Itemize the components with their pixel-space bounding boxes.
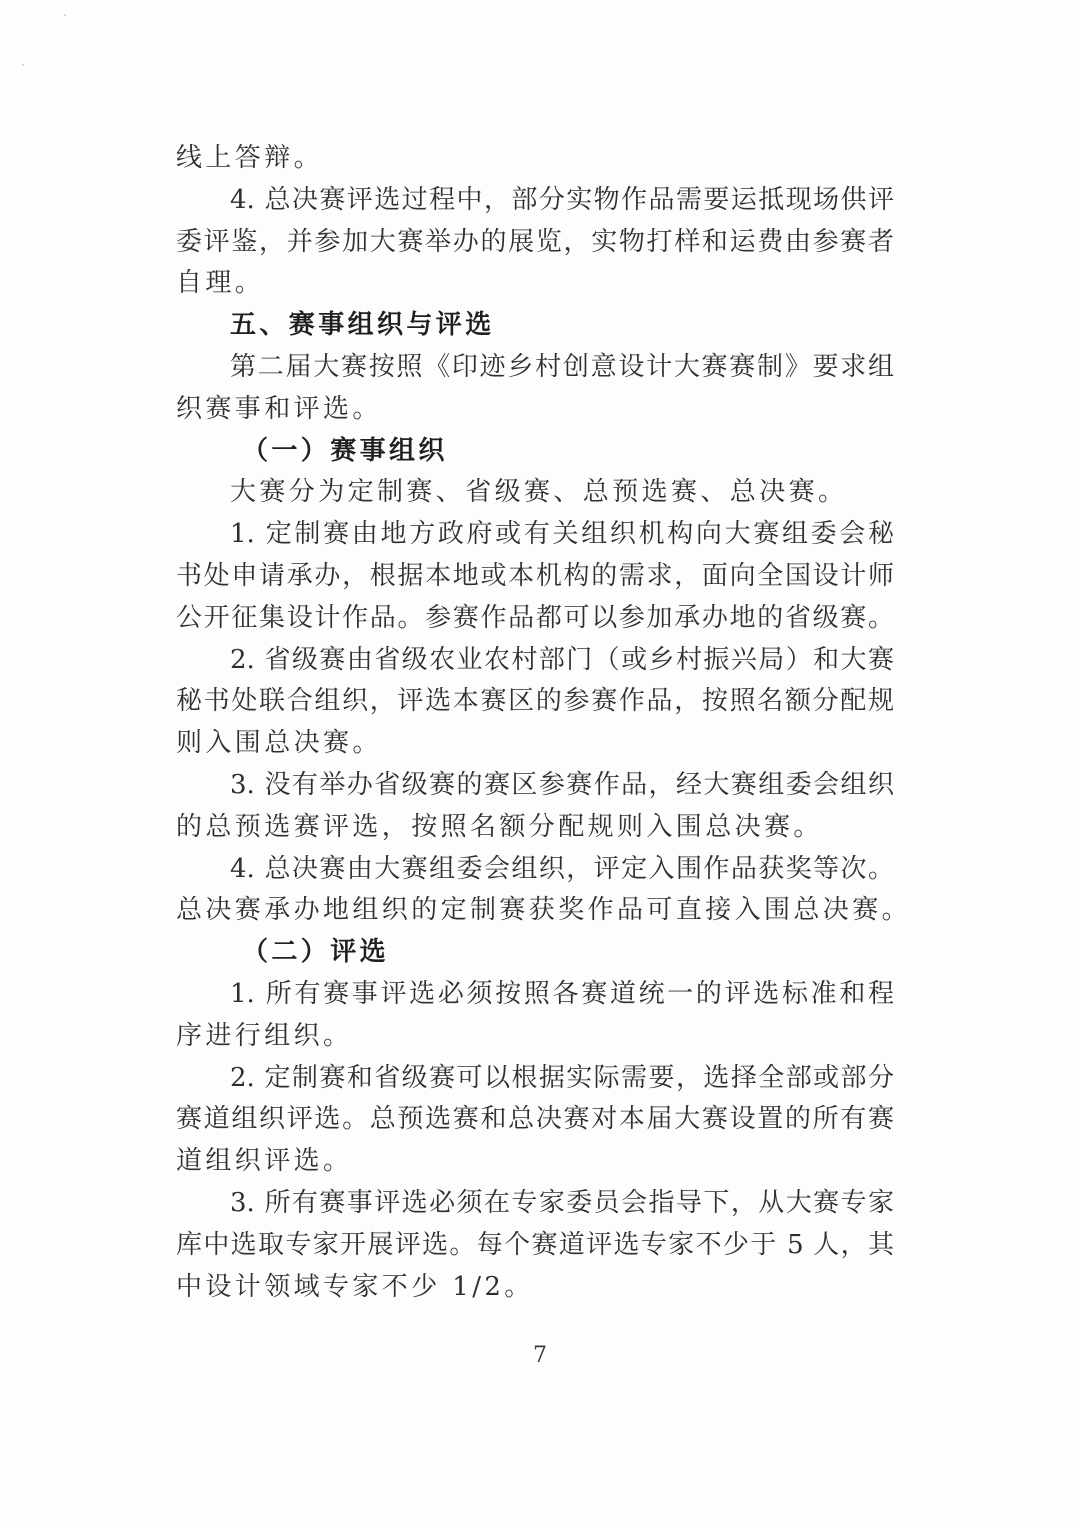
paragraph-line: 大赛分为定制赛、省级赛、总预选赛、总决赛。 — [230, 477, 848, 508]
paragraph-line: 3. 所有赛事评选必须在专家委员会指导下，从大赛专家 — [230, 1187, 894, 1218]
paragraph-line: 4. 总决赛评选过程中，部分实物作品需要运抵现场供评 — [230, 184, 894, 215]
paragraph-line: 第二届大赛按照《印迹乡村创意设计大赛赛制》要求组 — [230, 351, 894, 382]
subsection-heading: （二）评选 — [242, 937, 390, 968]
paragraph-line: 1. 所有赛事评选必须按照各赛道统一的评选标准和程 — [230, 978, 894, 1009]
paragraph-line: 秘书处联合组织，评选本赛区的参赛作品，按照名额分配规 — [176, 686, 894, 717]
paragraph-line: 道组织评选。 — [176, 1146, 353, 1177]
paragraph-line: 1. 定制赛由地方政府或有关组织机构向大赛组委会秘 — [230, 519, 894, 550]
paragraph-line: 2. 省级赛由省级农业农村部门（或乡村振兴局）和大赛 — [230, 644, 894, 675]
paragraph-line: 序进行组织。 — [176, 1020, 353, 1051]
paragraph-line: 的总预选赛评选，按照名额分配规则入围总决赛。 — [176, 811, 823, 842]
paragraph-line: 中设计领域专家不少 1/2。 — [176, 1271, 534, 1302]
paragraph-line: 总决赛承办地组织的定制赛获奖作品可直接入围总决赛。 — [176, 895, 912, 926]
paragraph-line: 书处申请承办，根据本地或本机构的需求，面向全国设计师 — [176, 560, 894, 591]
paragraph-line: 库中选取专家开展评选。每个赛道评选专家不少于 5 人，其 — [176, 1229, 894, 1260]
paragraph-line: 线上答辩。 — [176, 143, 324, 173]
scan-speck — [22, 64, 24, 66]
scan-speck — [64, 14, 66, 16]
paragraph-line: 4. 总决赛由大赛组委会组织，评定入围作品获奖等次。 — [230, 853, 894, 884]
subsection-heading: （一）赛事组织 — [242, 435, 448, 466]
paragraph-line: 织赛事和评选。 — [176, 393, 382, 424]
page-number: 7 — [533, 1343, 547, 1368]
paragraph-line: 2. 定制赛和省级赛可以根据实际需要，选择全部或部分 — [230, 1062, 894, 1093]
paragraph-line: 3. 没有举办省级赛的赛区参赛作品，经大赛组委会组织 — [230, 769, 894, 800]
paragraph-line: 则入围总决赛。 — [176, 728, 382, 759]
section-heading: 五、赛事组织与评选 — [230, 310, 495, 341]
paragraph-line: 公开征集设计作品。参赛作品都可以参加承办地的省级赛。 — [176, 602, 894, 633]
paragraph-line: 委评鉴，并参加大赛举办的展览，实物打样和运费由参赛者 — [176, 226, 894, 257]
paragraph-line: 赛道组织评选。总预选赛和总决赛对本届大赛设置的所有赛 — [176, 1104, 894, 1135]
paragraph-line: 自理。 — [176, 268, 265, 299]
body-text — [176, 138, 912, 1308]
